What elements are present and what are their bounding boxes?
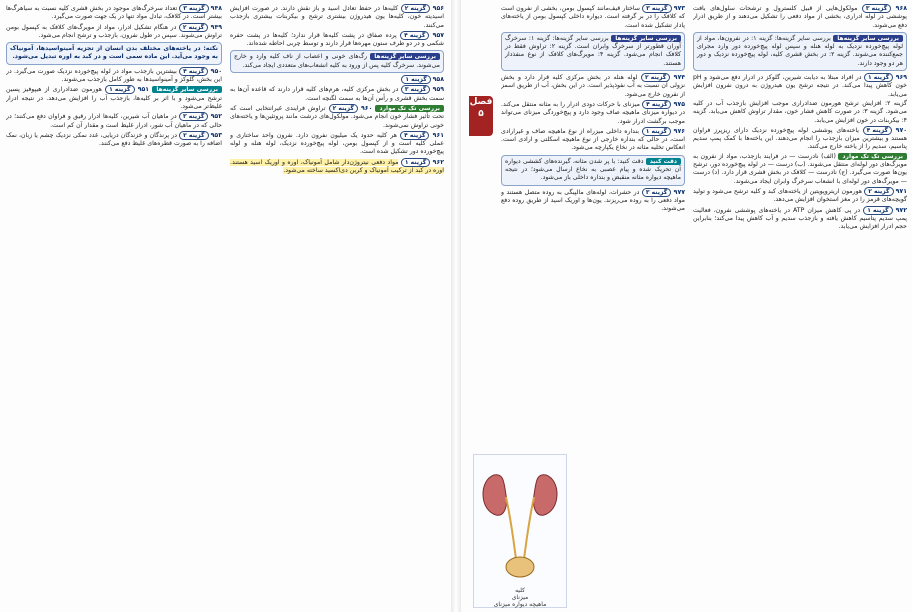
answer-badge: گزینه ۴: [863, 126, 892, 135]
answer-badge: گزینه ۲: [179, 23, 208, 32]
right-page: [461, 0, 912, 612]
answer-item: [501, 4, 685, 30]
answer-text: در حشرات، لوله‌های مالپیگی به روده متصل هستند و مواد دفعی را به روده می‌ریزند. یون‌ها و اوریک اسید از طریق روده دفع می‌شوند.: [501, 188, 685, 213]
answer-item: [230, 104, 444, 130]
answer-badge: گزینه ۳: [179, 4, 208, 13]
answer-text: لوله هنله در بخش مرکزی کلیه قرار دارد و بخش نزولی آن نسبت به آب نفوذپذیر است. در این بخش، آب از طریق اسمز از نفرون خارج می‌شود.: [501, 74, 685, 98]
single-tag: بررسی تک تک موارد: [375, 105, 444, 112]
note-box: [6, 42, 222, 65]
question-number: ۹۷۶: [673, 127, 685, 135]
answer-badge: گزینه ۱: [864, 73, 893, 82]
note-box: [501, 155, 685, 186]
answer-item: [693, 126, 907, 152]
answer-item: [6, 67, 222, 85]
page-gutter: [451, 0, 461, 612]
ureter-left-line: [506, 497, 516, 559]
note-text: دقت کنید: با پر شدن مثانه، گیرنده‌های کششی دیواره آن تحریک شده و پیام عصبی به نخاع ارسال می‌شود؛ در نتیجه ماهیچه دیواره مثانه منقبض و بنداره داخلی باز می‌شود.: [505, 157, 681, 182]
answer-text: در هنگام تشکیل ادرار، مواد از مویرگ‌های کلافک به کپسول بومن تراوش می‌شوند. سپس در طول نفرون، بازجذب و ترشح انجام می‌شود.: [6, 23, 222, 39]
question-number: ۹۴۹: [210, 23, 222, 31]
question-number: ۹۶۹: [895, 74, 907, 82]
review-tag: بررسی سایر گزینه‌ها: [833, 35, 903, 42]
note-tag: دقت کنید: [646, 158, 681, 165]
answer-text: هر کلیه حدود یک میلیون نفرون دارد. نفرون واحد ساختاری و عملی کلیه است و از کپسول بومن، لوله پیچ‌خورده نزدیک، لوله هنله و لوله پیچ‌خورده دور تشکیل شده است.: [230, 131, 444, 156]
answer-badge: گزینه ۱: [642, 127, 671, 136]
question-number: ۹۷۳: [673, 5, 685, 12]
answer-badge: گزینه ۴: [179, 67, 208, 76]
answer-badge: گزینه ۳: [642, 4, 671, 13]
answer-text: در افراد مبتلا به دیابت شیرین، گلوکز در ادرار دفع می‌شود و pH خون کاهش پیدا می‌کند. در نتیجه ترشح یون هیدروژن به درون نفرون افزایش می‌یابد.: [693, 74, 907, 98]
kidney-right-shape: [533, 475, 557, 516]
left-page-col-right: [230, 4, 444, 608]
answer-item: [6, 85, 222, 111]
question-number: ۹۵۷: [432, 31, 444, 39]
question-number: ۹۷۴: [673, 74, 685, 82]
answer-text: بیشترین بازجذب مواد در لوله پیچ‌خورده نزدیک صورت می‌گیرد. در این بخش، گلوکز و آمینواسیدها به طور کامل بازجذب می‌شوند.: [6, 67, 222, 84]
answer-item: [501, 100, 685, 126]
question-number: ۹۶۰: [361, 104, 373, 112]
answer-text: هورمون ضدادراری از هیپوفیز پسین ترشح می‌شود و با اثر بر کلیه‌ها، بازجذب آب را افزایش می‌دهد. در نتیجه ادرار غلیظ‌تر می‌شود.: [6, 86, 222, 110]
answer-badge: گزینه ۳: [401, 85, 430, 94]
question-number: ۹۵۸: [432, 76, 444, 84]
answer-text: در ماهیان آب شیرین، کلیه‌ها ادرار رقیق و فراوان دفع می‌کنند؛ در حالی که در ماهیان آب شور، ادرار غلیظ است و مقدار آن کم است.: [6, 113, 222, 129]
answer-item: [6, 112, 222, 130]
question-number: ۹۷۱: [895, 187, 907, 195]
answer-item: [693, 187, 907, 205]
kidney-figure: [473, 454, 567, 608]
answer-badge: گزینه ۳: [179, 112, 208, 121]
answer-text: مولکول‌هایی از قبیل کلسترول و ترشحات سلول‌های بافت پوششی در لوله ادراری، بخشی از مواد دفعی را تشکیل می‌دهند و از طریق ادرار دفع می‌شوند.: [693, 5, 907, 29]
answer-badge: گزینه ۲: [401, 4, 430, 13]
answer-item: [230, 31, 444, 49]
figure-caption: ماهیچه دیواره میزنای: [493, 601, 547, 608]
answer-text: یاخته‌های پوششی لوله پیچ‌خورده نزدیک دارای ریزپرز فراوان هستند و بیشترین میزان بازجذب را انجام می‌دهند. این یاخته‌ها با کمک پمپ سدیم پتاسیم، سدیم را از یاخته خارج می‌کنند.: [693, 126, 907, 151]
figure-label-ureter: میزنای: [511, 594, 529, 601]
answer-text: کلیه‌ها در حفظ تعادل اسید و باز نقش دارند. در صورت افزایش اسیدیته خون، کلیه‌ها یون هیدروژن بیشتری ترشح و بیکربنات بیشتری بازجذب می‌کنند.: [230, 5, 444, 29]
answer-text: بررسی سایر گزینه‌ها: گزینه ۱: سرخرگ آوران قطورتر از سرخرگ وابران است. گزینه ۲: تراوش فقط در کلافک انجام می‌شود. گزینه ۴: مویرگ‌های کلافک از نوع منفذدار هستند.: [505, 34, 681, 67]
figure-label-kidney: کلیه: [515, 587, 525, 594]
kidney-left-shape: [483, 475, 507, 516]
answer-item: [6, 131, 222, 149]
answer-badge: گزینه ۴: [400, 31, 429, 40]
answer-item: [501, 188, 685, 214]
answer-badge: گزینه ۱: [401, 75, 430, 84]
chapter-label: فصل: [469, 97, 493, 107]
question-number: ۹۷۷: [673, 188, 685, 196]
answer-item: [693, 153, 907, 186]
chapter-badge: [469, 96, 493, 136]
answer-text: ساختار قیف‌مانند کپسول بومن، بخشی از نفرون است که کلافک را در بر گرفته است. دیواره داخلی کپسول بومن از یاخته‌های پادار تشکیل شده است.: [501, 5, 685, 29]
note-text: نکته: در یاخته‌های مختلف بدن انسان از تجزیه آمینواسیدها، آمونیاک به وجود می‌آید. این ماده سمی است و در کبد به اوره تبدیل می‌شود.: [10, 45, 218, 61]
left-page-col-left: [6, 4, 222, 608]
question-number: ۹۵۲: [210, 113, 222, 121]
answer-item: [230, 131, 444, 157]
answer-item: [6, 4, 222, 22]
answer-text: هورمون اریتروپویتین از یاخته‌های کبد و کلیه ترشح می‌شود و تولید گویچه‌های قرمز را در مغز استخوان افزایش می‌دهد.: [693, 187, 907, 204]
answer-item: [6, 23, 222, 41]
question-number: ۹۶۸: [895, 5, 907, 12]
answer-badge: گزینه ۴: [400, 131, 429, 140]
review-tag: بررسی سایر گزینه‌ها: [370, 53, 440, 60]
answer-text: در بخش مرکزی کلیه، هرم‌های کلیه قرار دارند که قاعده آن‌ها به سمت بخش قشری و رأس آن‌ها به سمت لگنچه است.: [230, 86, 444, 102]
answer-item: [501, 73, 685, 99]
question-number: ۹۶۲: [432, 158, 444, 166]
answer-item: [230, 158, 444, 176]
left-page: [0, 0, 451, 612]
ureter-right-line: [524, 497, 534, 559]
question-number: ۹۷۲: [895, 206, 907, 214]
answer-badge: گزینه ۱: [105, 85, 134, 94]
question-number: ۹۵۶: [432, 5, 444, 12]
answer-text: (الف) نادرست — در فرایند بازجذب، مواد از نفرون به مویرگ‌های دور لوله‌ای منتقل می‌شوند. (ب) درست — در لوله پیچ‌خورده دور، ترشح یون‌ها صورت می‌گیرد. (ج) نادرست — کلافک در بخش قشری قرار دارد. (د) درست — مویرگ‌های دور لوله‌ای با انشعاب سرخرگ وابران ایجاد می‌شوند.: [693, 152, 907, 185]
question-number: ۹۵۱: [137, 86, 150, 94]
right-page-col-right: [693, 4, 907, 608]
answer-text: در پی کاهش میزان ATP در یاخته‌های پوششی نفرون، فعالیت پمپ سدیم پتاسیم کاهش یافته و بازجذب سدیم و آب کاهش پیدا می‌کند؛ بنابراین حجم ادرار افزایش می‌یابد.: [693, 206, 907, 231]
review-box: [230, 50, 444, 73]
answer-item: [693, 206, 907, 232]
single-tag: بررسی تک تک موارد: [838, 153, 907, 160]
answer-text: بررسی سایر گزینه‌ها: گزینه ۱: در نفرون‌ها، مواد از لوله پیچ‌خورده نزدیک به لوله هنله و سپس لوله پیچ‌خورده دور وارد مجرای جمع‌کننده می‌شوند. گزینه ۲: در بخش قشری کلیه، لوله پیچ‌خورده نزدیک و دور هر دو وجود دارند.: [697, 34, 903, 67]
question-number: ۹۷۰: [895, 126, 907, 134]
review-box: [501, 32, 685, 71]
answer-text: تراوش فرایندی غیرانتخابی است که تحت تأثیر فشار خون انجام می‌شود. مولکول‌های درشت مانند پروتئین‌ها و یاخته‌های خونی تراوش نمی‌شوند.: [230, 104, 444, 129]
answer-text: در پرندگان و خزندگان دریایی، غدد نمکی نزدیک چشم یا زبان، نمک اضافه را به صورت قطره‌های غلیظ دفع می‌کنند.: [6, 131, 222, 148]
answer-item: [693, 73, 907, 99]
answer-item: [693, 4, 907, 30]
answer-item: [230, 4, 444, 30]
answer-text: مواد دفعی نیتروژن‌دار شامل آمونیاک، اوره و اوریک اسید هستند. اوره در کبد از ترکیب آمونیاک و کربن دی‌اکسید ساخته می‌شود.: [230, 158, 444, 175]
chapter-number: ۵: [478, 109, 484, 119]
answer-text: پرده صفاق در پشت کلیه‌ها قرار ندارد؛ کلیه‌ها در پشت حفره شکمی و در دو طرف ستون مهره‌ها قرار دارند و توسط چربی احاطه شده‌اند.: [230, 31, 444, 48]
answer-text: رگ‌های خونی و اعصاب از ناف کلیه وارد و خارج می‌شوند. سرخرگ کلیه پس از ورود به کلیه انشعاب‌های متعددی ایجاد می‌کند.: [234, 53, 440, 69]
answer-item: [230, 85, 444, 103]
answer-item: [230, 75, 444, 84]
answer-badge: گزینه ۱: [863, 206, 892, 215]
right-page-col-left: [501, 4, 685, 444]
answer-badge: گزینه ۳: [642, 188, 671, 197]
kidney-illustration: [474, 455, 566, 583]
question-number: ۹۷۵: [673, 100, 685, 108]
answer-badge: گزینه ۲: [179, 131, 208, 140]
review-tag: بررسی سایر گزینه‌ها: [152, 86, 222, 93]
bladder-shape: [506, 557, 534, 577]
question-number: ۹۶۱: [432, 131, 444, 139]
answer-item: [693, 100, 907, 125]
answer-badge: گزینه ۲: [641, 73, 670, 82]
answer-badge: گزینه ۱: [401, 158, 430, 167]
answer-badge: گزینه ۴: [642, 100, 671, 109]
review-box: [693, 32, 907, 71]
answer-text: بنداره داخلی میزراه از نوع ماهیچه صاف و غیرارادی است، در حالی که بنداره خارجی از نوع ماهیچه اسکلتی و ارادی است. انعکاس تخلیه مثانه در نخاع یکپارچه می‌شود.: [501, 127, 685, 152]
question-number: ۹۵۹: [432, 86, 444, 94]
answer-item: [501, 127, 685, 153]
question-number: ۹۵۳: [210, 131, 222, 139]
question-number: ۹۴۸: [210, 5, 222, 12]
review-tag: بررسی سایر گزینه‌ها: [611, 35, 681, 42]
answer-badge: گزینه ۲: [864, 187, 893, 196]
answer-badge: گزینه ۲: [329, 104, 358, 113]
answer-text: میزنای با حرکات دودی ادرار را به مثانه منتقل می‌کند. در دیواره میزنای ماهیچه صاف وجود دارد و پیچ‌خوردگی میزنای می‌تواند موجب برگشت ادرار شود.: [501, 100, 685, 125]
answer-text: گزینه ۲: افزایش ترشح هورمون ضدادراری موجب افزایش بازجذب آب در کلیه می‌شود. گزینه ۳: در صورت کاهش فشار خون، مقدار تراوش کاهش می‌یابد. گزینه ۴: بیکربنات در خون افزایش می‌یابد.: [693, 99, 907, 124]
question-number: ۹۵۰: [210, 67, 222, 75]
answer-text: تعداد سرخرگ‌های موجود در بخش قشری کلیه نسبت به سیاهرگ‌ها بیشتر است. در کلافک، تبادل مواد تنها در یک جهت صورت می‌گیرد.: [6, 5, 222, 21]
answer-badge: گزینه ۳: [862, 4, 891, 13]
